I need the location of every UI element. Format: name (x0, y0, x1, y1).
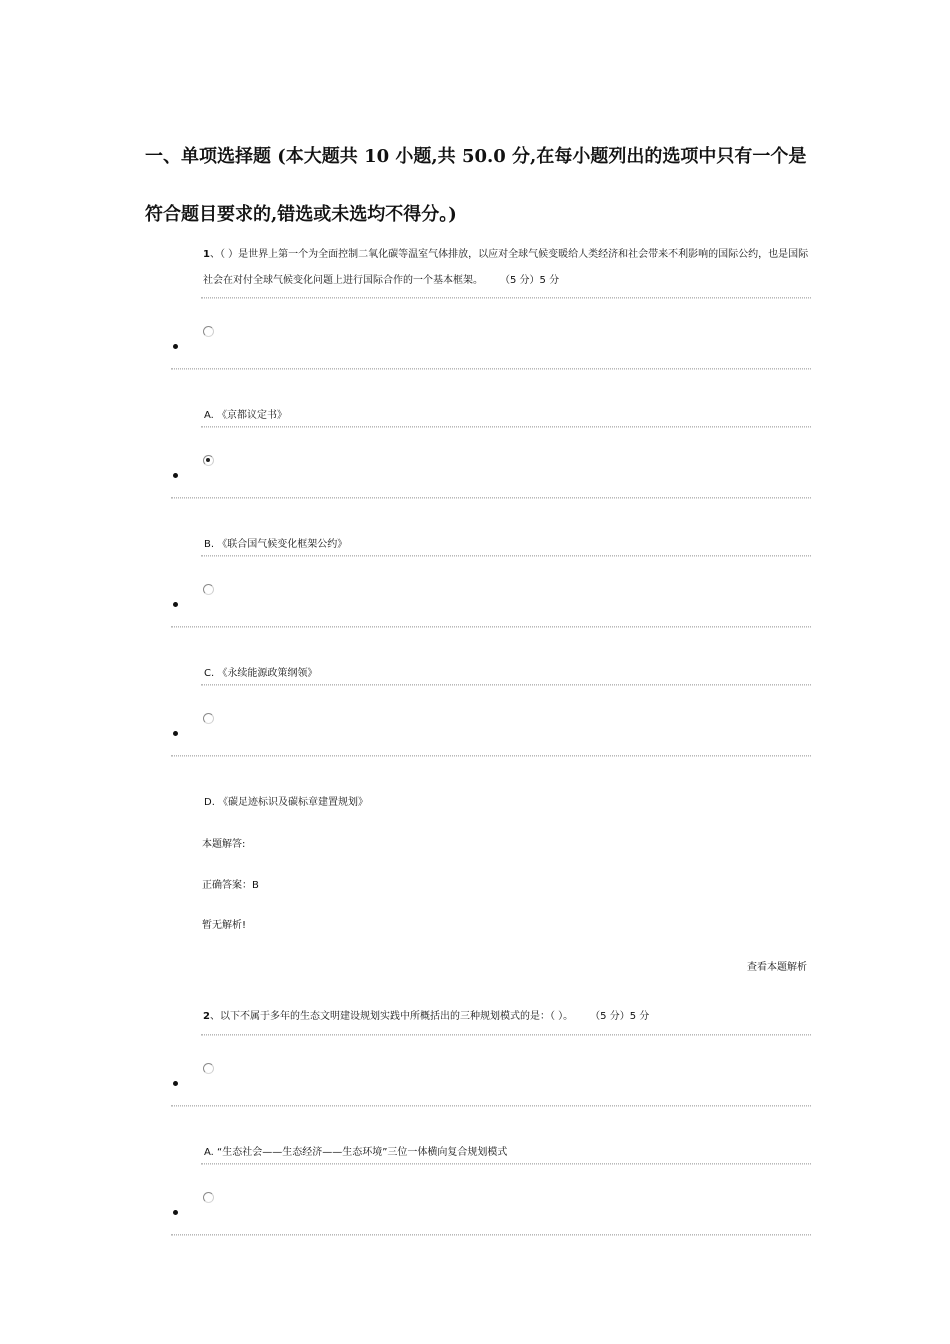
section-title-part-a: 单项选择题 (本大题共 (181, 146, 365, 167)
divider (171, 755, 811, 757)
answer-heading: 本题解答: (202, 839, 246, 850)
section-title-part-b: 小题,共 (389, 146, 462, 167)
question-1-option-c-label[interactable]: C. 《永续能源政策纲领》 (204, 668, 318, 679)
question-2-option-a-radio[interactable] (203, 1063, 214, 1074)
divider (171, 1234, 811, 1236)
correct-answer: 正确答案：B (202, 880, 259, 891)
question-1-separator: 、 (209, 249, 220, 260)
question-1-text: （ ）是世界上第一个为全面控制二氧化碳等温室气体排放，以应对全球气候变暖给人类经济和社会带来不利影响的国际公约，也是国际社会在对付全球气候变化问题上进行国际合作的一个基本框架。 (203, 249, 809, 286)
question-1-option-c-radio[interactable] (203, 584, 214, 595)
divider (201, 1163, 811, 1165)
section-heading (145, 128, 815, 244)
list-bullet (173, 473, 178, 478)
question-1-option-d-label[interactable]: D. 《碳足迹标识及碳标章建置规划》 (204, 797, 369, 808)
divider (171, 626, 811, 628)
question-2-text: 以下不属于多年的生态文明建设规划实践中所概括出的三种规划模式的是：（ ）。 (219, 1011, 574, 1022)
question-2-option-a-label[interactable]: A. “生态社会——生态经济——生态环境”三位一体横向复合规划模式 (204, 1147, 508, 1158)
question-2-score: （5 分）5 分 (595, 1011, 650, 1022)
question-1-option-b-label[interactable]: B. 《联合国气候变化框架公约》 (204, 539, 348, 550)
divider (201, 555, 811, 557)
question-1-option-a-radio[interactable] (203, 326, 214, 337)
list-bullet (173, 344, 178, 349)
list-bullet (173, 1210, 178, 1215)
divider (201, 1034, 811, 1036)
view-analysis-link[interactable]: 查看本题解析 (747, 962, 807, 973)
question-1-option-b-radio[interactable] (203, 455, 214, 466)
question-2-number: 2 (203, 1011, 210, 1022)
list-bullet (173, 602, 178, 607)
list-bullet (173, 1081, 178, 1086)
total-points: 50.0 (461, 146, 506, 167)
list-bullet (173, 731, 178, 736)
question-2-stem (203, 1004, 813, 1030)
analysis-text: 暂无解析! (202, 920, 247, 931)
question-1-option-d-radio[interactable] (203, 713, 214, 724)
question-count: 10 (364, 146, 390, 167)
divider (201, 426, 811, 428)
divider (171, 1105, 811, 1107)
section-number: 一、 (145, 146, 181, 167)
question-1-stem (203, 242, 813, 294)
divider (171, 497, 811, 499)
section-title-part-c: 分,在每小题列出的选项中只有一个是符合题目要求的,错选或未选均不得分。) (145, 146, 807, 225)
divider (201, 684, 811, 686)
question-2-separator: 、 (209, 1011, 220, 1022)
divider (171, 368, 811, 370)
divider (201, 297, 811, 299)
question-1-number: 1 (203, 249, 210, 260)
question-1-score: （5 分）5 分 (505, 275, 560, 286)
question-2-option-b-radio[interactable] (203, 1192, 214, 1203)
question-1-option-a-label[interactable]: A. 《京都议定书》 (204, 410, 288, 421)
